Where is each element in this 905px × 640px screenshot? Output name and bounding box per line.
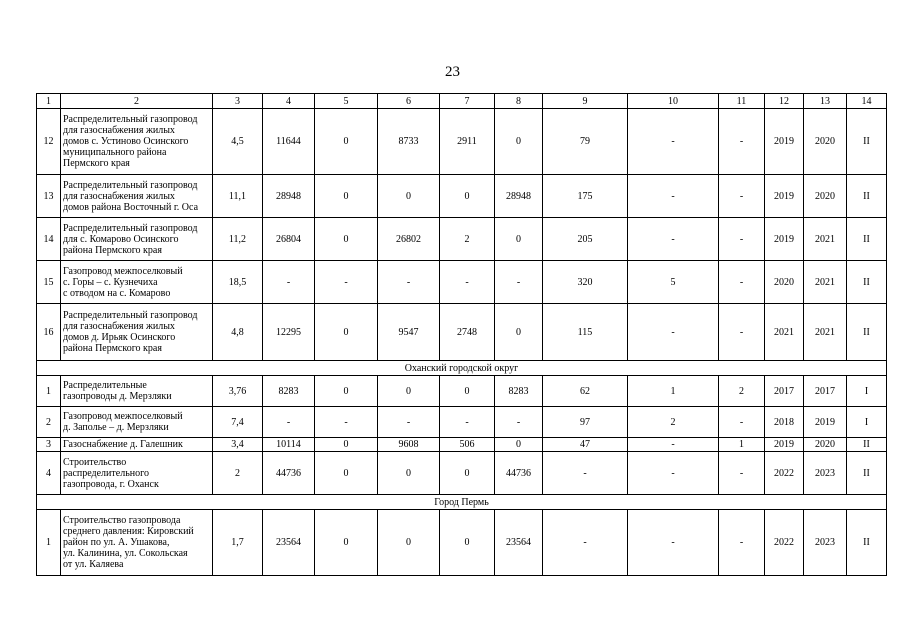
table-cell: I [847,407,887,438]
table-cell: 11,2 [213,218,263,261]
table-row [37,109,887,175]
table-cell: 2019 [765,438,804,452]
table-cell: 0 [315,109,378,175]
table-cell: I [847,376,887,407]
table-cell: - [263,407,315,438]
table-row [37,261,887,304]
table-cell: 4,5 [213,109,263,175]
table-cell: - [628,175,719,218]
table-cell: 26804 [263,218,315,261]
table-cell: - [628,438,719,452]
table-cell: - [440,261,495,304]
table-cell: 9547 [378,304,440,361]
table-cell: II [847,109,887,175]
table-cell: - [719,218,765,261]
table-cell: 2023 [804,510,847,576]
table-cell: 1,7 [213,510,263,576]
table-cell: 2023 [804,452,847,495]
column-header: 8 [495,94,543,109]
object-name-cell: Газопровод межпоселковый д. Заполье – д. Мерзляки [61,407,213,438]
table-cell: - [719,261,765,304]
table-cell: 15 [37,261,61,304]
table-row [37,376,887,407]
table-cell: 18,5 [213,261,263,304]
table-cell: 2911 [440,109,495,175]
table-cell: 0 [315,438,378,452]
section-header-row [37,495,887,510]
object-name-cell: Распределительный газопровод для с. Комарово Осинского района Пермского края [61,218,213,261]
table-cell: 3,76 [213,376,263,407]
table-cell: 4 [37,452,61,495]
table-cell: 0 [315,452,378,495]
column-header: 7 [440,94,495,109]
column-header: 10 [628,94,719,109]
table-cell: 12295 [263,304,315,361]
table-cell: 13 [37,175,61,218]
table-cell: 0 [440,510,495,576]
table-cell: 0 [495,109,543,175]
object-name-cell: Газопровод межпоселковый с. Горы – с. Кузнечиха с отводом на с. Комарово [61,261,213,304]
object-name-cell: Газоснабжение д. Галешник [61,438,213,452]
table-cell: - [719,109,765,175]
table-cell: - [495,407,543,438]
column-header: 11 [719,94,765,109]
table-cell: - [440,407,495,438]
table-cell: 8283 [263,376,315,407]
table-cell: 79 [543,109,628,175]
table-row [37,407,887,438]
table-cell: 320 [543,261,628,304]
table-cell: 3,4 [213,438,263,452]
table-cell: 0 [315,376,378,407]
table-cell: 2020 [804,438,847,452]
table-cell: 44736 [263,452,315,495]
table-cell: 26802 [378,218,440,261]
section-title: Оханский городской округ [37,361,887,376]
table-cell: 2021 [804,261,847,304]
object-name-cell: Строительство газопровода среднего давления: Кировский район по ул. А. Ушакова, ул. Калинина, ул. Сокольская от ул. Каляева [61,510,213,576]
table-cell: - [495,261,543,304]
table-cell: - [315,407,378,438]
object-name-cell: Распределительные газопроводы д. Мерзляки [61,376,213,407]
column-header: 5 [315,94,378,109]
table-cell: 5 [628,261,719,304]
table-cell: 28948 [495,175,543,218]
table-cell: - [719,407,765,438]
table-cell: 2020 [765,261,804,304]
table-cell: 0 [378,452,440,495]
table-cell: 175 [543,175,628,218]
table-cell: 506 [440,438,495,452]
object-name-cell: Распределительный газопровод для газоснабжения жилых домов района Восточный г. Оса [61,175,213,218]
object-name-cell: Распределительный газопровод для газоснабжения жилых домов д. Ирьяк Осинского района Пермского края [61,304,213,361]
table-cell: 44736 [495,452,543,495]
table-cell: 3 [37,438,61,452]
table-cell: 115 [543,304,628,361]
table-cell: 14 [37,218,61,261]
table-cell: 47 [543,438,628,452]
column-header: 3 [213,94,263,109]
table-cell: 11,1 [213,175,263,218]
table-cell: 0 [378,175,440,218]
table-cell: 2019 [804,407,847,438]
table-cell: 2017 [765,376,804,407]
table-cell: 2 [719,376,765,407]
table-cell: 97 [543,407,628,438]
table-cell: - [719,175,765,218]
table-cell: II [847,438,887,452]
table-cell: 2 [37,407,61,438]
table-cell: 2748 [440,304,495,361]
table-cell: 2022 [765,452,804,495]
table-cell: 4,8 [213,304,263,361]
table-cell: 0 [315,510,378,576]
table-cell: 16 [37,304,61,361]
table-cell: 1 [37,510,61,576]
table-cell: 205 [543,218,628,261]
column-header: 12 [765,94,804,109]
table-cell: 2017 [804,376,847,407]
table-cell: 8733 [378,109,440,175]
table-cell: 62 [543,376,628,407]
gas-pipeline-table [36,93,887,576]
table-cell: 0 [378,510,440,576]
table-cell: 2021 [765,304,804,361]
table-row [37,218,887,261]
table-cell: II [847,261,887,304]
table-cell: 2019 [765,218,804,261]
table-cell: 23564 [263,510,315,576]
table-cell: - [543,510,628,576]
table-cell: 11644 [263,109,315,175]
table-cell: 0 [495,438,543,452]
table-cell: 0 [440,376,495,407]
table-cell: 0 [315,218,378,261]
table-row [37,510,887,576]
table-cell: - [315,261,378,304]
table-cell: - [719,510,765,576]
table-cell: 2019 [765,109,804,175]
table-row [37,438,887,452]
table-cell: 0 [315,304,378,361]
table-row [37,452,887,495]
table-cell: 2022 [765,510,804,576]
table-cell: 2 [628,407,719,438]
table-cell: 2 [440,218,495,261]
table-cell: 2020 [804,109,847,175]
table-cell: 0 [440,452,495,495]
table-cell: - [628,452,719,495]
object-name-cell: Распределительный газопровод для газоснабжения жилых домов с. Устиново Осинского муниципального района Пермского края [61,109,213,175]
table-row [37,175,887,218]
column-header: 6 [378,94,440,109]
column-header: 9 [543,94,628,109]
table-cell: 12 [37,109,61,175]
table-cell: 1 [719,438,765,452]
section-header-row [37,361,887,376]
table-cell: II [847,510,887,576]
table-cell: 8283 [495,376,543,407]
table-cell: 7,4 [213,407,263,438]
table-row [37,304,887,361]
column-header: 4 [263,94,315,109]
table-cell: - [628,510,719,576]
column-header: 2 [61,94,213,109]
object-name-cell: Строительство распределительного газопровода, г. Оханск [61,452,213,495]
table-cell: II [847,175,887,218]
table-cell: 2021 [804,304,847,361]
column-header: 1 [37,94,61,109]
page-number: 23 [445,64,460,80]
table-cell: II [847,452,887,495]
column-header: 14 [847,94,887,109]
table-cell: - [378,261,440,304]
table-cell: - [628,304,719,361]
table-cell: - [719,304,765,361]
table-cell: 10114 [263,438,315,452]
column-header: 13 [804,94,847,109]
column-header-row [37,94,887,109]
table-cell: 28948 [263,175,315,218]
table-cell: 0 [440,175,495,218]
table-cell: 2019 [765,175,804,218]
table-cell: II [847,218,887,261]
section-title: Город Пермь [37,495,887,510]
table-cell: 23564 [495,510,543,576]
table-cell: II [847,304,887,361]
table-cell: - [628,109,719,175]
table-cell: 0 [495,218,543,261]
table-cell: 2018 [765,407,804,438]
table-cell: - [543,452,628,495]
table-cell: 2021 [804,218,847,261]
table-cell: 0 [378,376,440,407]
table-cell: - [263,261,315,304]
table-cell: 9608 [378,438,440,452]
table-cell: 1 [628,376,719,407]
table-cell: 2 [213,452,263,495]
table-cell: - [719,452,765,495]
table-cell: 2020 [804,175,847,218]
table-cell: 0 [495,304,543,361]
table-cell: 0 [315,175,378,218]
table-cell: - [628,218,719,261]
table-cell: 1 [37,376,61,407]
table-cell: - [378,407,440,438]
